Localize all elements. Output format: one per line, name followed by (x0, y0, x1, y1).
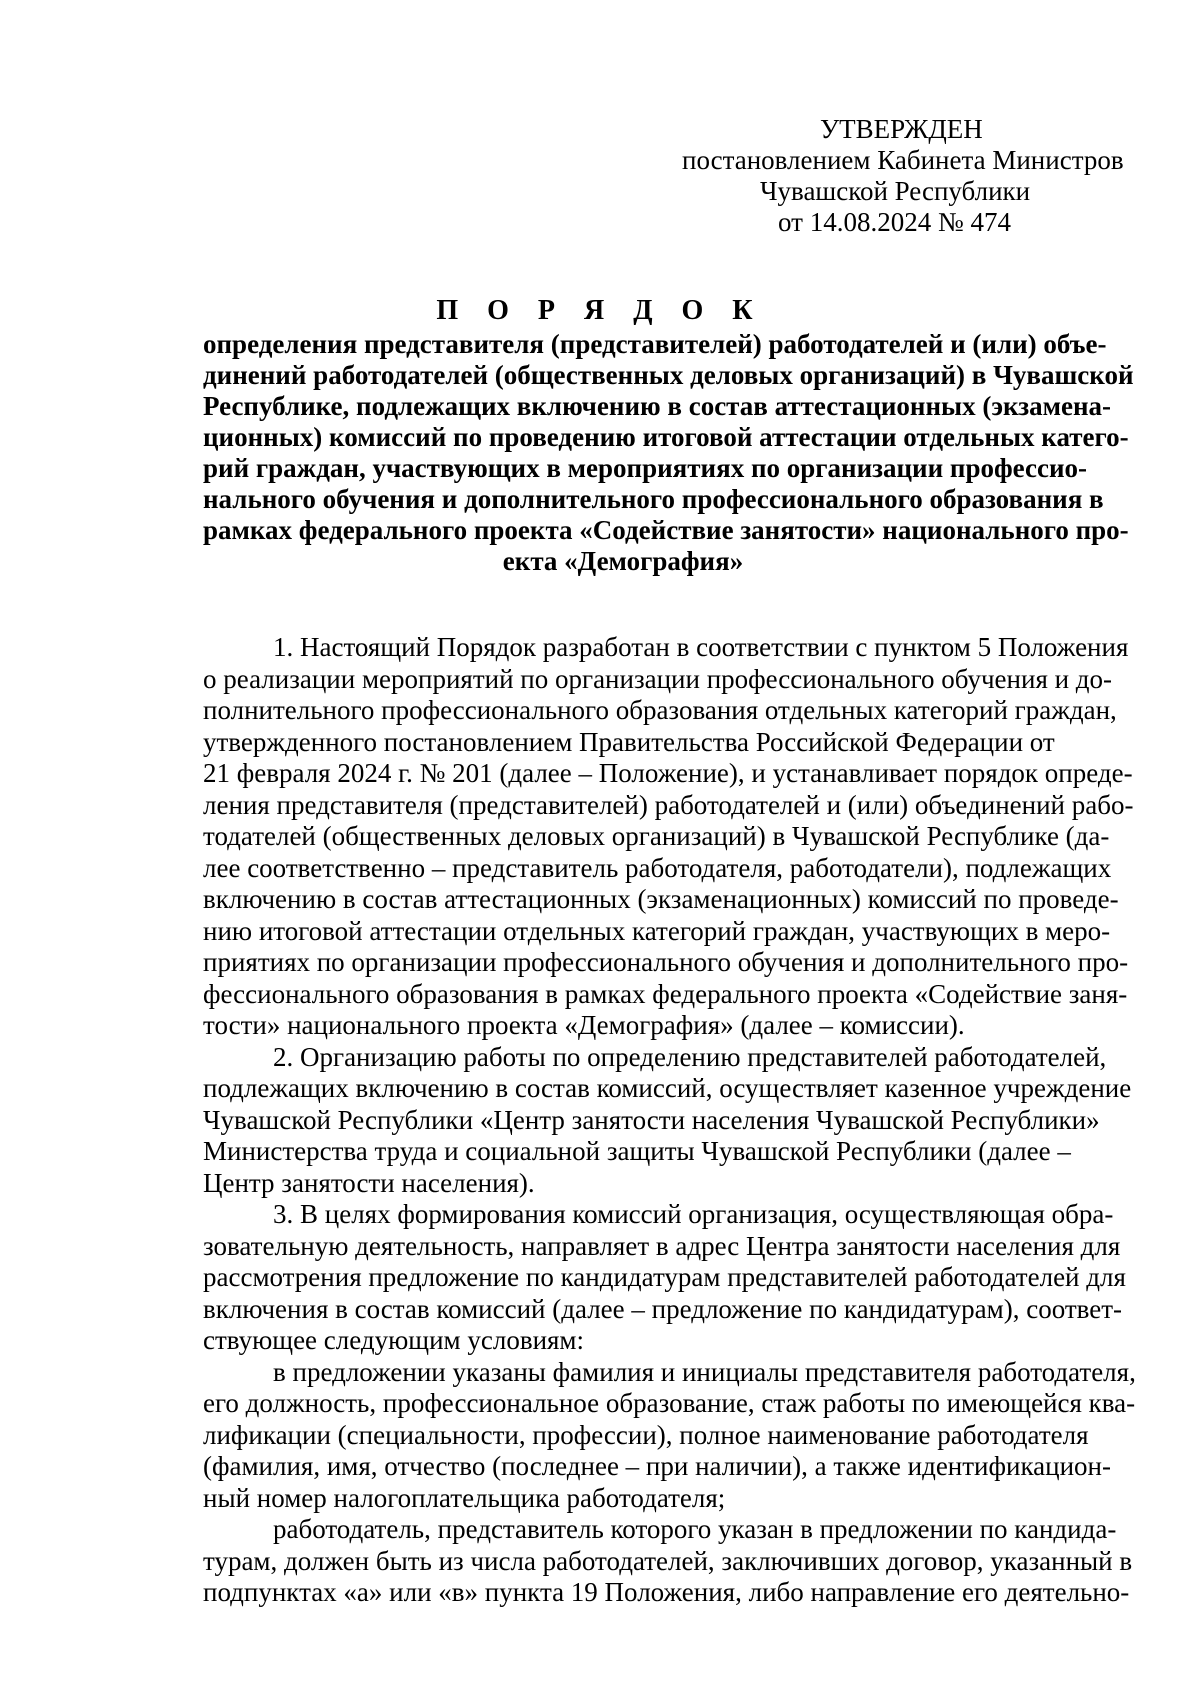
paragraph-2-line: Чувашской Республики «Центр занятости населения Чувашской Республики» (203, 1104, 1100, 1135)
subtitle-line: Республике, подлежащих включению в состав аттестационных (экзамена- (203, 391, 1112, 421)
paragraph-3-line: рассмотрения предложение по кандидатурам представителей работодателей для (203, 1262, 1126, 1292)
paragraph-2-line: 2. Организацию работы по определению представителей работодателей, (273, 1041, 1107, 1072)
paragraph-1-line: приятиях по организации профессионального обучения и дополнительного про- (203, 947, 1129, 977)
approval-date-number: от 14.08.2024 № 474 (778, 207, 1011, 237)
document-title: П О Р Я Д О К (436, 295, 764, 326)
paragraph-3-line: включения в состав комиссий (далее – предложение по кандидатурам), соответ- (203, 1293, 1123, 1324)
approval-issuer: постановлением Кабинета Министров (682, 145, 1124, 175)
condition-2-line: турам, должен быть из числа работодателей, заключивших договор, указанный в (203, 1545, 1133, 1576)
subtitle-line: рамках федерального проекта «Содействие занятости» национального про- (203, 515, 1129, 545)
paragraph-3-line: ствующее следующим условиям: (203, 1325, 585, 1355)
paragraph-1-line: 1. Настоящий Порядок разработан в соответствии с пунктом 5 Положения (273, 632, 1129, 662)
subtitle-line: ционных) комиссий по проведению итоговой аттестации отдельных катего- (203, 422, 1129, 452)
document-body (203, 632, 1136, 1609)
paragraph-3-line: 3. В целях формирования комиссий организация, осуществляющая обра- (273, 1199, 1114, 1229)
paragraph-1-line: включению в состав аттестационных (экзаменационных) комиссий по проведе- (203, 884, 1119, 914)
approval-region: Чувашской Республики (760, 176, 1031, 206)
condition-2-line: подпунктах «а» или «в» пункта 19 Положения, либо направление его деятельно- (203, 1577, 1130, 1607)
paragraph-1-line: ления представителя (представителей) работодателей и (или) объединений рабо- (203, 789, 1134, 820)
subtitle-line: рий граждан, участвующих в мероприятиях по организации профессио- (203, 453, 1087, 483)
paragraph-1-line: лее соответственно – представитель работодателя, работодатели), подлежащих (203, 852, 1112, 883)
paragraph-1-line: нию итоговой аттестации отдельных категорий граждан, участвующих в меро- (203, 915, 1111, 946)
document-subtitle (203, 329, 1134, 577)
paragraph-1-line: полнительного профессионального образования отдельных категорий граждан, (203, 695, 1117, 725)
paragraph-2-line: Центр занятости населения). (203, 1167, 535, 1198)
paragraph-1-line: тости» национального проекта «Демография» (далее – комиссии). (203, 1010, 965, 1040)
approval-block (600, 114, 1160, 238)
paragraph-1-line: утвержденного постановлением Правительства Российской Федерации от (203, 726, 1055, 757)
paragraph-2-line: подлежащих включению в состав комиссий, осуществляет казенное учреждение (203, 1073, 1132, 1103)
subtitle-line: екта «Демография» (502, 546, 744, 576)
condition-1-line: лификации (специальности, профессии), полное наименование работодателя (203, 1419, 1089, 1450)
paragraph-1-line: фессионального образования в рамках федерального проекта «Содействие заня- (203, 978, 1128, 1009)
condition-1-line: (фамилия, имя, отчество (последнее – при наличии), а также идентификацион- (203, 1451, 1111, 1481)
paragraph-1-line: тодателей (общественных деловых организаций) в Чувашской Республике (да- (203, 821, 1110, 851)
subtitle-line: нального обучения и дополнительного профессионального образования в (203, 484, 1104, 514)
paragraph-1-line: 21 февраля 2024 г. № 201 (далее – Положение), и устанавливает порядок опреде- (203, 758, 1133, 788)
paragraph-3-line: зовательную деятельность, направляет в адрес Центра занятости населения для (203, 1230, 1121, 1261)
approval-heading: УТВЕРЖДЕН (820, 114, 983, 144)
subtitle-line: динений работодателей (общественных деловых организаций) в Чувашской (203, 360, 1134, 390)
paragraph-2-line: Министерства труда и социальной защиты Чувашской Республики (далее – (203, 1136, 1071, 1166)
condition-2-line: работодатель, представитель которого указан в предложении по кандида- (273, 1514, 1117, 1544)
condition-1-line: его должность, профессиональное образование, стаж работы по имеющейся ква- (203, 1388, 1136, 1418)
condition-1-line: в предложении указаны фамилия и инициалы представителя работодателя, (273, 1356, 1136, 1387)
paragraph-1-line: о реализации мероприятий по организации профессионального обучения и до- (203, 663, 1113, 694)
subtitle-line: определения представителя (представителей) работодателей и (или) объе- (203, 329, 1107, 359)
condition-1-line: ный номер налогоплательщика работодателя; (203, 1482, 726, 1513)
